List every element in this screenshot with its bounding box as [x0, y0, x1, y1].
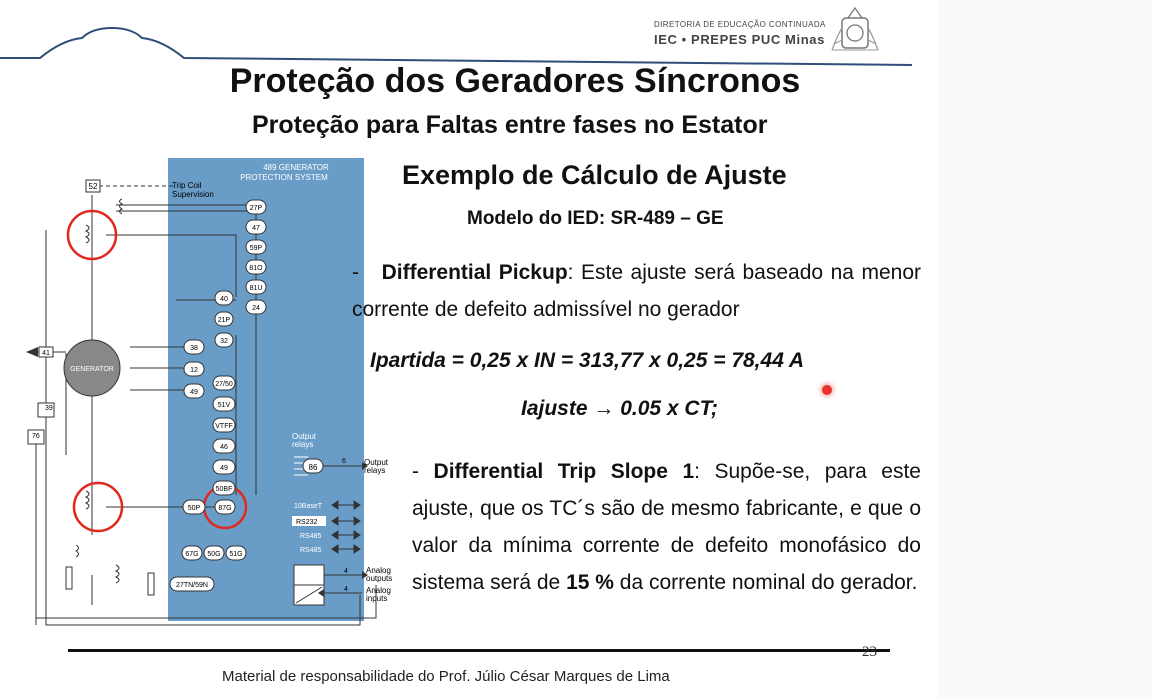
institution-line-1: DIRETORIA DE EDUCAÇÃO CONTINUADA: [654, 20, 826, 29]
analog-inputs-2: inputs: [366, 594, 388, 603]
p1-dash: -: [352, 261, 359, 284]
section-title: Exemplo de Cálculo de Ajuste: [402, 160, 787, 190]
func-50bf-label: 50BF: [215, 486, 233, 493]
footer-rule: [68, 649, 890, 652]
device-39: 39: [45, 405, 53, 412]
func-50p-label: 50P: [187, 505, 201, 512]
comm-rs232: RS232: [296, 519, 318, 526]
model-line: Modelo do IED: SR-489 – GE: [467, 208, 724, 229]
trip-coil-label-2: Supervision: [172, 190, 214, 199]
func-59p-label: 59P: [249, 245, 263, 252]
analog-out-count: 4: [344, 568, 348, 575]
institution-line-2: IEC • PREPES PUC Minas: [654, 32, 825, 47]
func-21p-label: 21P: [217, 317, 231, 324]
comm-rs485-2: RS485: [300, 547, 322, 554]
func-38-label: 38: [190, 345, 198, 352]
breaker-label: 52: [88, 182, 98, 191]
slide-title: Proteção dos Geradores Síncronos: [229, 62, 801, 100]
output-relays-right-1: Output: [364, 458, 389, 467]
func-51v-label: 51V: [217, 402, 231, 409]
func-81o-label: 81O: [249, 265, 263, 272]
relay-protection-diagram: [26, 155, 406, 633]
p2-term: Differential Trip Slope 1: [433, 460, 695, 483]
device-41: 41: [42, 350, 50, 357]
laser-pointer-dot: [822, 385, 832, 395]
generator-label: GENERATOR: [70, 366, 114, 373]
func-vtff-label: VTFF: [215, 423, 233, 430]
func-24-label: 24: [252, 305, 260, 312]
panel-title-1: 489 GENERATOR: [263, 163, 329, 172]
analog-outputs-1: Analog: [366, 566, 391, 575]
output-relays-label-2: relays: [292, 440, 314, 449]
func-27p-label: 27P: [249, 205, 263, 212]
func-67g-label: 67G: [185, 551, 199, 558]
func-50g-label: 50G: [207, 551, 221, 558]
func-27tn-59n-label: 27TN/59N: [176, 582, 208, 589]
analog-outputs-2: outputs: [366, 574, 393, 583]
footer-text: Material de responsabilidade do Prof. Júlio César Marques de Lima: [222, 668, 670, 685]
relay-86: 86: [308, 463, 318, 472]
p2-text-b: da corrente nominal do gerador.: [613, 571, 918, 594]
func-12-label: 12: [190, 367, 198, 374]
func-51g-label: 51G: [229, 551, 243, 558]
func-46-label: 46: [220, 444, 228, 451]
device-76: 76: [32, 433, 40, 440]
func-49-label: 49: [220, 465, 228, 472]
func-49-label: 49: [190, 389, 198, 396]
p2-dash: -: [412, 460, 419, 483]
analog-in-count: 4: [344, 586, 348, 593]
side-strip: [938, 0, 1152, 699]
comm-10baset: 10BaseT: [294, 503, 323, 510]
p2-bold-value: 15 %: [566, 571, 614, 594]
func-27-50-label: 27/50: [215, 381, 233, 388]
output-relays-right-2: relays: [364, 466, 386, 475]
comm-rs485-1: RS485: [300, 533, 322, 540]
p2-text-a: : Supõe-se, para este ajuste, que os TC´s são de mesmo fabricante, e que o valor da mínima corrente de defeito monofásico do sistema será de: [412, 460, 921, 594]
institution-crest-logo: [826, 4, 884, 56]
slide-subtitle: Proteção para Faltas entre fases no Estator: [252, 111, 768, 139]
func-32-label: 32: [220, 338, 228, 345]
panel-title-2: PROTECTION SYSTEM: [240, 173, 328, 182]
paragraph-differential-pickup: [352, 254, 921, 328]
page-number: 23: [862, 644, 877, 660]
formula-iajuste: Iajuste → 0.05 x CT;: [521, 397, 718, 420]
func-87g-label: 87G: [218, 505, 232, 512]
trip-coil-label-1: Trip Coil: [172, 181, 202, 190]
p1-term: Differential Pickup: [381, 261, 568, 284]
paragraph-trip-slope: [412, 453, 921, 601]
output-relays-label-1: Output: [292, 432, 317, 441]
func-81u-label: 81U: [249, 285, 263, 292]
func-47-label: 47: [252, 225, 260, 232]
p1-text: : Este ajuste será baseado na menor corrente de defeito admissível no gerador: [352, 261, 921, 321]
relays-count: 6: [342, 458, 346, 465]
analog-inputs-1: Analog: [366, 586, 391, 595]
formula-ipartida: Ipartida = 0,25 x IN = 313,77 x 0,25 = 78,44 A: [370, 349, 805, 372]
func-40-label: 40: [220, 296, 228, 303]
